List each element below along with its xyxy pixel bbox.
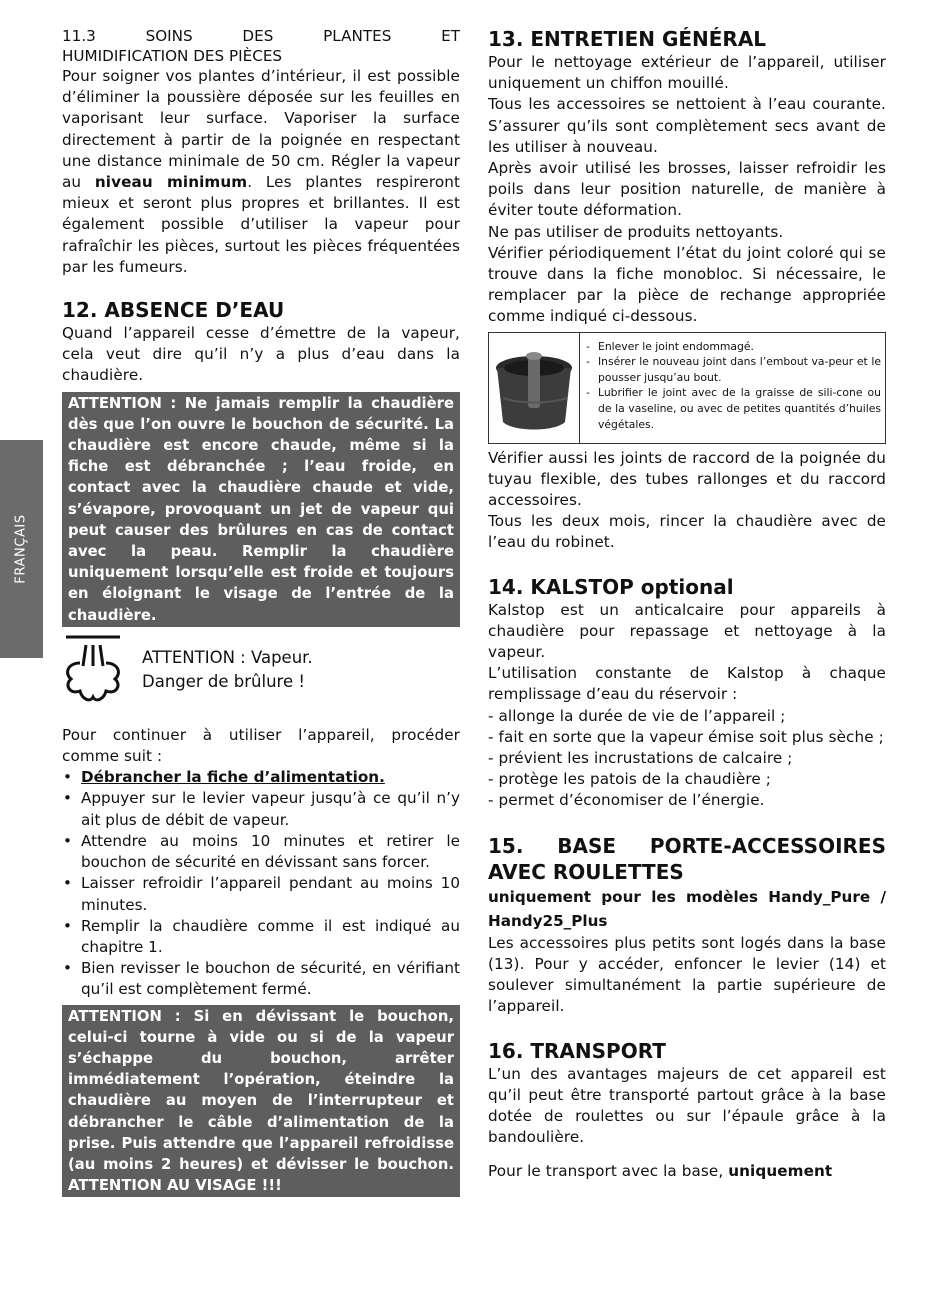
section-15-subtitle-line2: Handy25_Plus [488, 911, 608, 930]
section-14-p1: Kalstop est un anticalcaire pour appareils à chaudière pour repassage et nettoyage à la vapeur. [488, 600, 886, 662]
section-14-p2: L’utilisation constante de Kalstop à chaque remplissage d’eau du réservoir : [488, 664, 886, 704]
section-13-p5: Vérifier périodiquement l’état du joint coloré qui se trouve dans la fiche monobloc. Si nécessaire, le remplacer par la pièce de rechange appropriée comme indiqué ci-dessous. [488, 243, 886, 326]
section-11-3-title [62, 26, 460, 66]
steam-warning-line2: Danger de brûlure ! [142, 671, 305, 691]
steam-warning [62, 633, 460, 707]
joint-replacement-box [488, 332, 886, 444]
section-13-p1: Pour le nettoyage extérieur de l’appareil, utiliser uniquement un chiffon mouillé. [488, 53, 886, 93]
seal-joint-image [489, 338, 579, 438]
section-13-p6: Vérifier aussi les joints de raccord de la poignée du tuyau flexible, des tubes rallonges et du raccord accessoires. [488, 448, 886, 510]
list-item [62, 767, 460, 788]
step-1-text: Débrancher la fiche d’alimentation. [81, 768, 385, 787]
steam-warning-line1: ATTENTION : Vapeur. [142, 647, 313, 667]
continue-instructions: Pour continuer à utiliser l’appareil, procéder comme suit : [62, 725, 460, 766]
section-11-3-body-bold: niveau minimum [94, 173, 248, 192]
section-14-title-text: 14. KALSTOP optional [488, 574, 734, 599]
language-tab-label: FRANÇAIS [13, 514, 29, 584]
joint-photo [489, 333, 580, 443]
list-item: • Laisser refroidir l’appareil pendant au moins 10 minutes. [62, 873, 460, 915]
left-column [62, 26, 460, 1197]
joint-steps [580, 333, 885, 443]
section-16-title-text: 16. TRANSPORT [488, 1038, 666, 1063]
section-13-title-text: 13. ENTRETIEN GÉNÉRAL [488, 27, 767, 51]
section-13-p7: Tous les deux mois, rincer la chaudière avec de l’eau du robinet. [488, 512, 886, 552]
section-12-title-text: 12. ABSENCE D’EAU [62, 298, 285, 323]
section-13-p3: Après avoir utilisé les brosses, laisser refroidir les poils dans leur position naturelle, de manière à éviter toute déformation. [488, 159, 886, 220]
list-item: - Insérer le nouveau joint dans l’embout va-peur et le pousser jusqu’au bout. [586, 354, 881, 385]
section-15-title-line2: AVEC ROULETTES [488, 859, 684, 884]
section-15-title [488, 833, 886, 885]
section-15-p1: Les accessoires plus petits sont logés dans la base (13). Pour y accéder, enfoncer le levier (14) et soulever simultanément la partie supérieure de l’appareil. [488, 933, 886, 1016]
list-item: - Lubrifier le joint avec de la graisse de sili-cone ou de la vaseline, ou avec de petites quantités d’huiles végétales. [586, 385, 881, 432]
steam-warning-text [142, 646, 313, 694]
section-11-3-title-line2: HUMIDIFICATION DES PIÈCES [62, 47, 283, 65]
steam-hazard-icon [62, 633, 124, 707]
section-13-p2: Tous les accessoires se nettoient à l’eau courante. S’assurer qu’ils sont complètement secs avant de les utiliser à nouveau. [488, 95, 886, 156]
list-item: - fait en sorte que la vapeur émise soit plus sèche ; [488, 727, 884, 746]
section-15-title-line1: 15. BASE PORTE-ACCESSOIRES [488, 833, 886, 858]
continue-steps [62, 767, 460, 1000]
section-13-title [488, 26, 886, 52]
section-14-title [488, 574, 886, 600]
section-11-3-body-text-b: . Les plantes respireront mieux et seront plus propres et brillantes. Il est également possible d’utiliser la vapeur pour rafraîchir les pièces, surtout les pièces fréquentées par les fumeurs. [62, 173, 460, 276]
language-tab [0, 440, 43, 658]
kalstop-benefits [488, 706, 886, 812]
warning-box-refill: ATTENTION : Ne jamais remplir la chaudière dès que l’on ouvre le bouchon de sécurité. La chaudière est encore chaude, même si la fiche est débranchée ; l’eau froide, en contact avec la chaudière chaude et vide, s’évapore, provoquant un jet de vapeur qui peut causer des brûlures en cas de contact avec la peau. Remplir la chaudière uniquement lorsqu’elle est froide et toujours en éloignant le visage de l’entrée de la chaudière. [62, 392, 460, 627]
section-16-title [488, 1038, 886, 1064]
list-item: - prévient les incrustations de calcaire ; [488, 749, 793, 768]
right-column [488, 26, 886, 1183]
section-12-body: Quand l’appareil cesse d’émettre de la vapeur, cela veut dire qu’il n’y a plus d’eau dans la chaudière. [62, 324, 460, 385]
warning-box-cap: ATTENTION : Si en dévissant le bouchon, celui-ci tourne à vide ou si de la vapeur s’échappe du bouchon, arrêter immédiatement l’opération, éteindre la chaudière au moyen de l’interrupteur et débrancher le câble d’alimentation de la prise. Puis attendre que l’appareil refroidisse (au moins 2 heures) et dévisser le bouchon. ATTENTION AU VISAGE !!! [62, 1005, 460, 1198]
section-15-subtitle [488, 885, 886, 933]
section-16-p2-text: Pour le transport avec la base, [488, 1162, 729, 1181]
section-11-3-title-line1: 11.3 SOINS DES PLANTES ET [62, 27, 460, 45]
section-13-p4: Ne pas utiliser de produits nettoyants. [488, 222, 784, 241]
section-11-3-body-text-a: Pour soigner vos plantes d’intérieur, il est possible d’éliminer la poussière déposée sur les feuilles en vaporisant leur surface. Vaporiser la surface directement à partir de la poignée en respectant une distance minimale de 50 cm. Régler la vapeur au [62, 67, 460, 192]
list-item: • Attendre au moins 10 minutes et retirer le bouchon de sécurité en dévissant sans forcer. [62, 831, 460, 873]
section-16-p1: L’un des avantages majeurs de cet appareil est qu’il peut être transporté partout grâce à la base dotée de roulettes ou sur l’épaule grâce à la bandoulière. [488, 1064, 886, 1147]
section-16-p2 [488, 1161, 886, 1182]
section-16-p2-bold: uniquement [728, 1162, 833, 1181]
section-15-subtitle-line1: uniquement pour les modèles Handy_Pure / [488, 887, 886, 906]
list-item: - permet d’économiser de l’énergie. [488, 791, 765, 810]
list-item: • Remplir la chaudière comme il est indiqué au chapitre 1. [62, 916, 460, 958]
section-11-3-body [62, 66, 460, 278]
list-item: - protège les patois de la chaudière ; [488, 770, 771, 789]
list-item: • Appuyer sur le levier vapeur jusqu’à ce qu’il n’y ait plus de débit de vapeur. [62, 788, 460, 830]
section-12-title [62, 297, 460, 323]
list-item: - Enlever le joint endommagé. [586, 339, 881, 355]
list-item: • Bien revisser le bouchon de sécurité, en vérifiant qu’il est complètement fermé. [62, 958, 460, 1000]
list-item: - allonge la durée de vie de l’appareil ; [488, 706, 786, 725]
